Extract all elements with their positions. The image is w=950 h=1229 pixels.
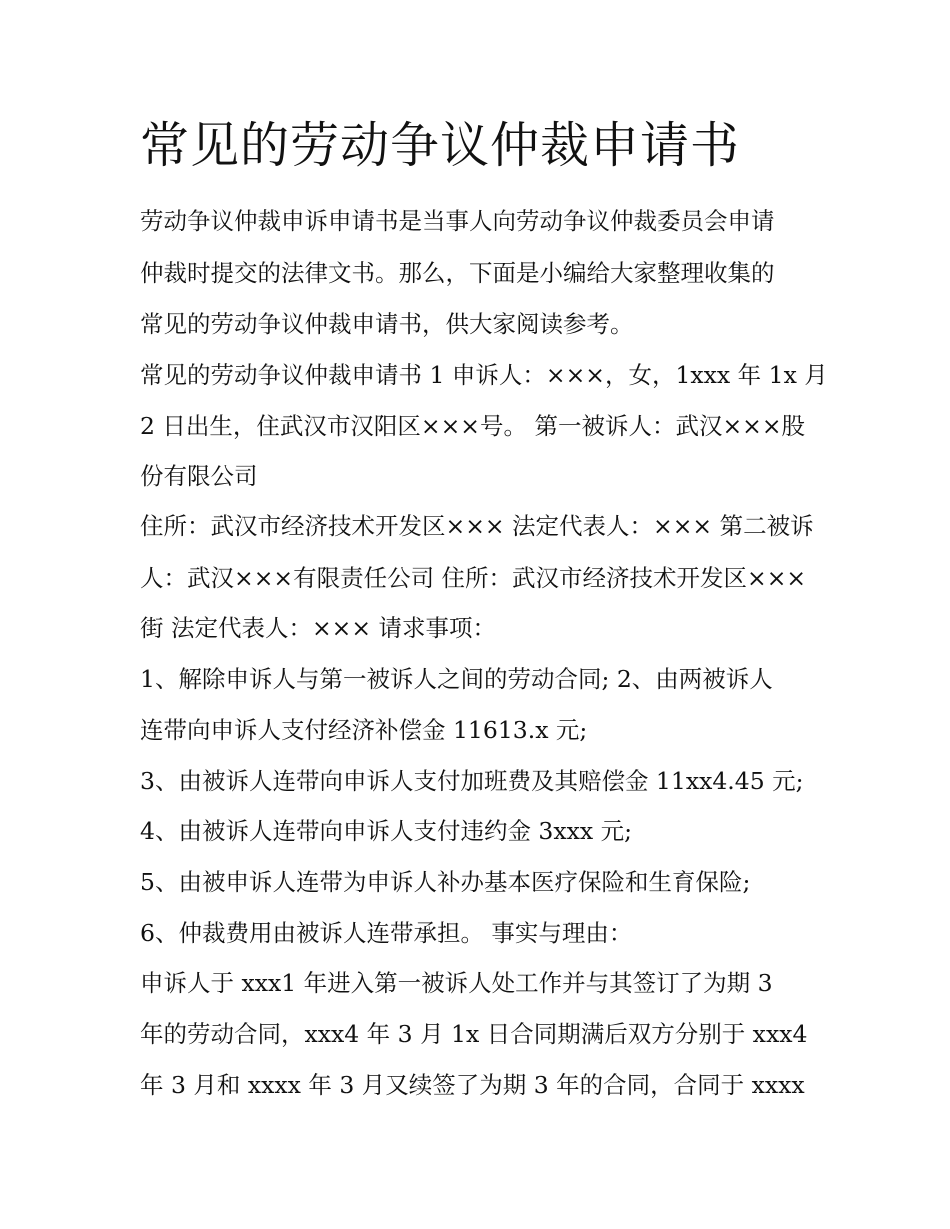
body-line: 年的劳动合同，xxx4 年 3 月 1x 日合同期满后双方分别于 xxx4 [140,1020,808,1048]
body-line: 3、由被诉人连带向申诉人支付加班费及其赔偿金 11xx4.45 元; [140,767,804,795]
body-line: 1、解除申诉人与第一被诉人之间的劳动合同; 2、由两被诉人 [140,665,773,693]
body-line: 劳动争议仲裁申诉申请书是当事人向劳动争议仲裁委员会申请 [140,207,775,235]
body-line: 连带向申诉人支付经济补偿金 11613.x 元; [140,716,588,744]
body-line: 仲裁时提交的法律文书。那么，下面是小编给大家整理收集的 [140,259,775,287]
body-line: 街 法定代表人：××× 请求事项： [140,614,497,642]
body-line: 份有限公司 [140,462,258,490]
body-line: 6、仲裁费用由被诉人连带承担。 事实与理由： [140,919,633,947]
body-line: 常见的劳动争议仲裁申请书 1 申诉人：×××，女，1xxx 年 1x 月 [140,361,828,389]
body-line: 年 3 月和 xxxx 年 3 月又续签了为期 3 年的合同，合同于 xxxx [140,1071,805,1099]
body-line: 住所：武汉市经济技术开发区××× 法定代表人：××× 第二被诉 [140,512,814,540]
document-title: 常见的劳动争议仲裁申请书 [140,117,741,174]
body-line: 5、由被申诉人连带为申诉人补办基本医疗保险和生育保险; [140,868,751,896]
body-line: 2 日出生，住武汉市汉阳区×××号。 第一被诉人：武汉×××股 [140,412,806,440]
body-line: 常见的劳动争议仲裁申请书，供大家阅读参考。 [140,310,634,338]
body-line: 人：武汉×××有限责任公司 住所：武汉市经济技术开发区××× [140,564,807,592]
body-line: 申诉人于 xxx1 年进入第一被诉人处工作并与其签订了为期 3 [140,969,773,997]
body-line: 4、由被诉人连带向申诉人支付违约金 3xxx 元; [140,817,633,845]
